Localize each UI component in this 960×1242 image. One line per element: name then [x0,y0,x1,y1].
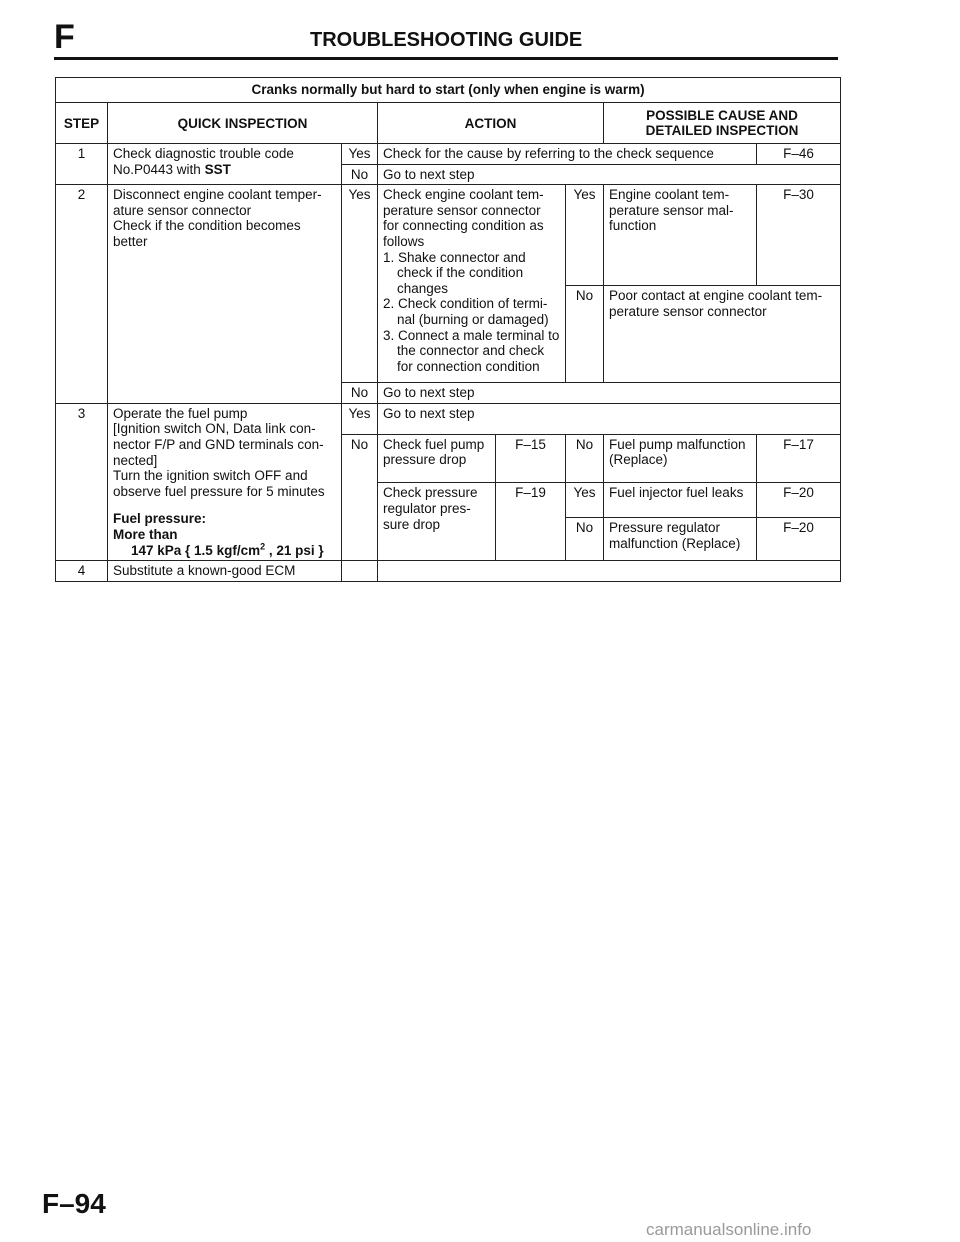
step3-pump-cause [604,434,757,483]
step2-sub-no-cause-line: Poor contact at engine coolant tem- [609,288,823,304]
step2-inspection-line: better [113,233,148,249]
step4-empty-yn [342,561,378,582]
step3-reg-action-line: Check pressure [383,485,478,501]
step2-action-intro: Check engine coolant tem- [383,187,544,203]
step3-spec-value-sup: 2 [260,541,266,552]
header-rule [54,57,838,60]
step2-no-action: Go to next step [378,383,841,404]
step3-yes-label: Yes [342,403,378,434]
step2-sub-no-label: No [566,286,604,383]
step2-action-list [383,250,560,375]
header-row [56,103,841,144]
step4-inspection: Substitute a known-good ECM [108,561,342,582]
col-cause-header-line1: POSSIBLE CAUSE AND [646,108,798,123]
step2-action-intro: follows [383,233,425,249]
step3-spec-value [113,543,336,559]
step4-empty-action [378,561,841,582]
step1-inspection-line2a: No.P0443 with [113,161,205,177]
step3-pump-no-label: No [566,434,604,483]
step2-sub-yes-ref: F–30 [757,185,841,286]
step3-pump-action-line: Check fuel pump [383,436,485,452]
step2-yes-label: Yes [342,185,378,383]
col-step-header: STEP [56,103,108,144]
table-title: Cranks normally but hard to start (only when engine is warm) [56,78,841,103]
step3-reg-action-line: sure drop [383,516,441,532]
step2-sub-yes-cause-line: perature sensor mal- [609,202,734,218]
step2-action-item: 2. Check condition of termi- nal (burning or damaged) [383,296,549,327]
section-letter: F [54,18,75,56]
step2-action-item: 3. Connect a male terminal to the connector and check for connection condition [383,327,560,374]
step2-number: 2 [56,185,108,404]
step3-spec-value-b: , 21 psi } [265,542,324,558]
col-quick-inspection-header: QUICK INSPECTION [108,103,378,144]
step2-sub-no-cause [604,286,841,383]
step3-reg-no-cause-line: Pressure regulator [609,520,721,536]
step3-inspection-line: nected] [113,452,158,468]
page-title: TROUBLESHOOTING GUIDE [310,29,583,51]
step2-action [378,185,566,383]
watermark: carmanualsonline.info [646,1220,812,1239]
step2-sub-yes-cause-line: Engine coolant tem- [609,187,730,203]
step3-reg-no-cause-line: malfunction (Replace) [609,535,741,551]
step3-number: 3 [56,403,108,560]
step3-pump-ref: F–15 [496,434,566,483]
step2-action-intro: perature sensor connector [383,202,541,218]
step3-reg-action [378,483,496,561]
step3-reg-ref: F–19 [496,483,566,561]
step3-spec-more: More than [113,526,178,542]
step2-sub-yes-label: Yes [566,185,604,286]
step1-inspection-line2 [113,162,336,178]
step3-inspection [108,403,342,560]
step3-pump-action [378,434,496,483]
step1-yes-ref: F–46 [757,144,841,165]
spacer [113,499,336,511]
step2-sub-no-cause-line: perature sensor connector [609,303,767,319]
step1-no-action: Go to next step [378,164,841,185]
step3-yes-row [56,403,841,434]
step3-inspection-line: Operate the fuel pump [113,405,248,421]
step3-pump-cause-line: Fuel pump malfunction [609,436,746,452]
step3-inspection-line: nector F/P and GND terminals con- [113,436,324,452]
troubleshooting-table [55,77,841,582]
step3-inspection-line: observe fuel pressure for 5 minutes [113,483,325,499]
step3-reg-yes-cause: Fuel injector fuel leaks [604,483,757,518]
step1-inspection [108,144,342,185]
step2-no-label: No [342,383,378,404]
step2-sub-yes-cause [604,185,757,286]
step2-inspection-line: Check if the condition becomes [113,218,301,234]
step2-yes-row [56,185,841,286]
step3-reg-no-label: No [566,518,604,561]
step3-inspection-line: [Ignition switch ON, Data link con- [113,421,316,437]
step1-number: 1 [56,144,108,185]
col-cause-header-line2: DETAILED INSPECTION [645,123,799,138]
step2-action-intro: for connecting condition as [383,218,544,234]
step1-yes-action: Check for the cause by referring to the check sequence [378,144,757,165]
col-cause-header [604,103,841,144]
step3-spec-label: Fuel pressure: [113,511,207,527]
step3-reg-yes-ref: F–20 [757,483,841,518]
step2-inspection-line: ature sensor connector [113,202,252,218]
step4-row [56,561,841,582]
step3-pump-action-line: pressure drop [383,452,467,468]
step3-yes-action: Go to next step [378,403,841,434]
step3-pump-cause-line: (Replace) [609,452,668,468]
step3-reg-yes-label: Yes [566,483,604,518]
step1-yes-row [56,144,841,165]
page-number: F–94 [42,1188,106,1219]
col-action-header: ACTION [378,103,604,144]
step3-reg-no-cause [604,518,757,561]
step3-inspection-line: Turn the ignition switch OFF and [113,468,308,484]
step2-inspection [108,185,342,404]
step3-spec-value-a: 147 kPa { 1.5 kgf/cm [131,542,261,558]
step1-inspection-line1: Check diagnostic trouble code [113,146,294,161]
step3-pump-cause-ref: F–17 [757,434,841,483]
step2-sub-yes-cause-line: function [609,218,657,234]
step2-action-item: 1. Shake connector and check if the condition changes [383,249,526,296]
step3-no-label: No [342,434,378,560]
step2-inspection-line: Disconnect engine coolant temper- [113,187,322,203]
step3-reg-action-line: regulator pres- [383,501,471,517]
step1-sst: SST [204,161,231,177]
step1-no-label: No [342,164,378,185]
step4-number: 4 [56,561,108,582]
step3-reg-no-ref: F–20 [757,518,841,561]
step1-yes-label: Yes [342,144,378,165]
